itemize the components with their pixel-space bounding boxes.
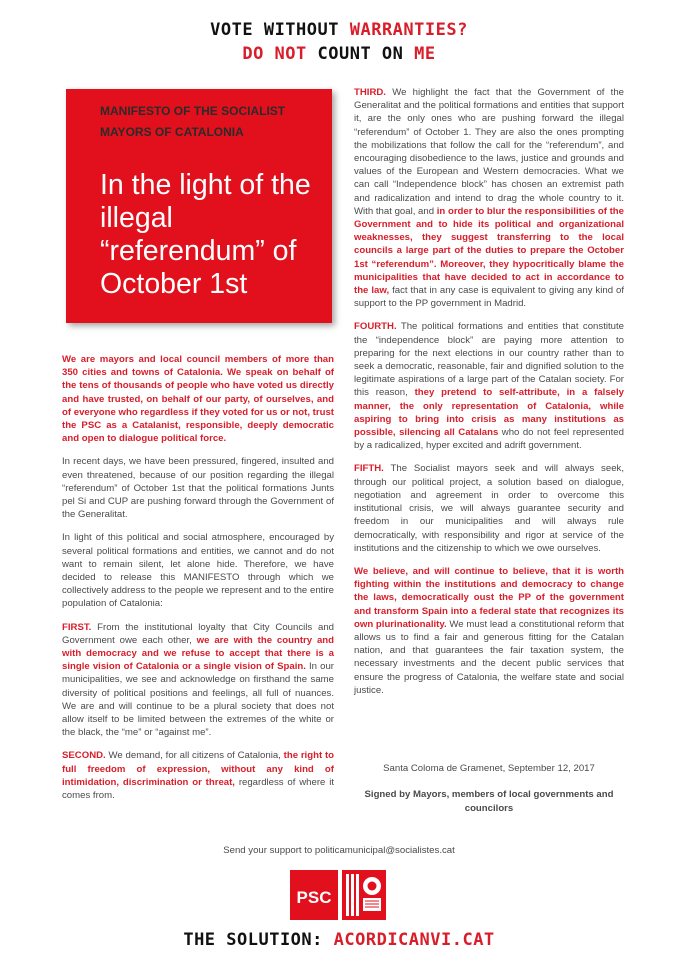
signed-by: Signed by Mayors, members of local governments and councilors xyxy=(364,789,614,814)
third-point: THIRD. We highlight the fact that the Government of the Generalitat and the political formations and entities that support it, are the only ones who are pushing forward the illegal “referendum” of October 1. They are also the ones prompting the mobilizations that follow the call for the “referendum”, and encouraging disobedience to the laws, justice and grounds and values of the European and Western democracies. What we can call “Independence block” has chosen an extremist path and radicalization and intend to drag the whole country to it. With that goal, and in order to blur the responsibilities of the Government and to hide its political and organizational weaknesses, they suggest transferring to the local councils a large part of the duties to prepare the October 1st “referendum”. Moreover, they hypocritically blame the municipalities that have decided to act in accordance to the law, fact that in any case is equivalent to giving any kind of support to the PP government in Madrid. xyxy=(354,87,624,310)
left-column xyxy=(62,353,334,812)
second-point: SECOND. We demand, for all citizens of Catalonia, the right to full freedom of expression, without any kind of intimidation, discrimination or threat, regardless of where it comes from. xyxy=(62,750,334,802)
paragraph: In light of this political and social atmosphere, encouraged by several political formations and entities, we cannot and do not want to remain silent, let alone hide. Therefore, we have decided to release this MANIFESTO through which we collectively address to the people we represent and to the entire population of Catalonia: xyxy=(62,532,334,610)
right-column xyxy=(354,86,624,707)
intro-paragraph: We are mayors and local council members of more than 350 cities and towns of Catalonia. We speak on behalf of the tens of thousands of people who have voted us directly and have trusted, on behalf of our party, of ourselves, and of everyone who regardless if they voted for us or not, trust the PSC as a Catalanist, responsible, deeply democratic and open to dialogue political force. xyxy=(62,354,334,445)
place-date: Santa Coloma de Gramenet, September 12, 2017 xyxy=(383,763,595,774)
support-line: Send your support to politicamunicipal@socialistes.cat xyxy=(223,845,455,856)
manifesto-title: In the light of the illegal “referendum” of October 1st xyxy=(100,169,311,300)
belief-statement: We believe, and will continue to believe, that it is worth fighting within the institutions and democracy to change the laws, democratically oust the PP of the government and transform Spain into a federal state that recognizes its own plurinationality. We must lead a constitutional reform that allows us to find a fair and generous fitting for the Catalan nation, and that guarantees the fair taxation system, the necessary investments and the decent public services that ensure the progress of Catalonia, the welfare state and social justice. xyxy=(354,565,625,696)
slogan-line-2: DO NOT COUNT ON ME xyxy=(242,44,436,64)
fourth-point: FOURTH. The political formations and entities that constitute the “independence block” are paying more attention to preparing for the next elections in our country rather than to seek a democratic, reasonable, fair and dignified solution to the legitimate aspirations of a large part of the Catalan society. For this reason, they pretend to self-attribute, in a falsely manner, the only representation of Catalonia, while aspiring to bring into crisis as many institutions as possible, silencing all Catalans who do not feel represented by a radicalized, hyper excited and adrift government. xyxy=(354,321,624,452)
slogan-line-1: VOTE WITHOUT WARRANTIES? xyxy=(210,20,468,40)
manifesto-subtitle: MANIFESTO OF THE SOCIALIST MAYORS OF CATALONIA xyxy=(100,104,286,139)
fifth-point: FIFTH. The Socialist mayors seek and will always seek, through our political project, a solution based on dialogue, negotiation and agreement in order to overcome this institutional crisis, we will always guarantee security and freedom in our municipalities and will always rule democratically, with responsibility and rigor at service of the institutions and the citizenship to which we owe ourselves. xyxy=(354,463,624,554)
signature-block xyxy=(354,762,624,816)
footer-site-link[interactable]: ACORDICANVI.CAT xyxy=(333,930,495,950)
psc-logo-text: PSC xyxy=(296,888,332,907)
title-box xyxy=(66,89,332,323)
psc-logo xyxy=(290,870,386,920)
footer-slogan: THE SOLUTION: ACORDICANVI.CAT xyxy=(183,930,495,950)
paragraph: In recent days, we have been pressured, fingered, insulted and even threatened, because of our position regarding the illegal “referendum” of October 1st that the political formations Junts pel Si and CUP are pushing forward through the Government of the Generalitat. xyxy=(62,456,334,521)
header-slogan xyxy=(0,18,678,66)
first-point: FIRST. From the institutional loyalty that City Councils and Government owe each other, we are with the country and with democracy and we refuse to accept that there is a single vision of Catalonia or a single vision of Spain. In our municipalities, we see and acknowledge on firsthand the same diversity of political positions and feelings, all full of nuances. We are and will continue to be a plural society that does not allow itself to be limited between the extremes of the white or the black, the “me” or “against me”. xyxy=(62,621,335,739)
psc-rose-fist-icon xyxy=(342,870,386,920)
